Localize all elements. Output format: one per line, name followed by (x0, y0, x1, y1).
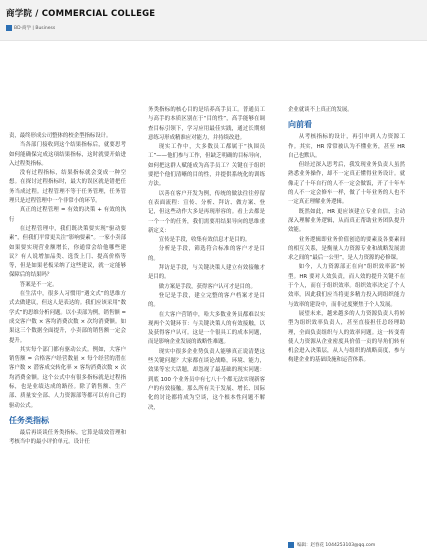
paragraph: 宣传是手段，收集有效信息才是目的。 (158, 237, 251, 244)
paragraph: 展望未来，越来越多的人力资源负责人将转型为组织效率负责人，甚至直接担任总经理助理，全面负责组织与人的效率问题。这一转变将使人力资源从企业密度具价值一贡的导角们转有机会进入决策层，从人与组织的战略高度，参与构建企业的基础设施和运营体系。 (288, 310, 405, 364)
paragraph: 企业就谈不上真正的发展。 (288, 107, 353, 113)
paragraph: 登记是手段，建立完整的客户档案才是目的。 (148, 292, 265, 309)
paragraph: 做方案是手段，获得客户认可才是目的。 (158, 283, 256, 290)
paragraph: 现实中很多企业势负责人能够真正说清楚这些关键问题？大家都在谈论战略，环境、能力，效果等宏大话题，却忽视了最基础的现实问题：到底 100 个业务员中有七八十个都无法实现新客户的有效接触。那么所有关于发展、增长、国际化的讨论都将成为空谈，这个根本性问题不解决， (148, 348, 265, 411)
article-column-2 (148, 106, 265, 413)
section-heading-task-metrics: 任务类指标 (9, 415, 49, 425)
paragraph: 在大客户营销中，哈大多数业务员都难以实现两个关键环节：与关键决策人的有效接触，以及获得客户认可。这是一个很具工的成本问题，而是影响企业发展的战略性难题。 (148, 311, 265, 346)
paragraph: 但经过深入思考后，我发现业务负责人虽然熟悉业务操作，却不一定真正懂得业务设计。就像走了十年自行的人不一定会做饭，开了十年车的人不一定会修车一样，做了十年业务的人也不一定真正理解业务逻辑。 (288, 162, 405, 206)
paragraph: 以善在客户开发为例，传统的做法往往停留在表面流程：宣传、分析、拜访、做方案、登记，但这些动作大多是再现形容的。看上去都是一个一个的任务，我们需要用结果导向的思维重新定义： (148, 190, 265, 234)
article-column-3 (288, 106, 405, 366)
section-label-bar (6, 25, 55, 31)
editor-footer (288, 542, 375, 548)
footer-square-icon (288, 542, 294, 548)
paragraph: 既然如此，HR 更应该建立专业自信，主动深入理解业务逻辑，从而真正帮助业务团队提升效能。 (288, 208, 405, 234)
paragraph: 从考核指标的设计，再引申到人力资源工作。其实，HR 常常被认为不懂业务，甚至 HR 自己也默认。 (288, 134, 405, 159)
paragraph: 在过程管理中，我们既决策要实现“驱动要素”，但我们平常更关注“影响要素”。一家小卖部如果要实现营业额增长，你通常会给他哪些建议？有人说增加品类、选货上门、提高价格等等，但是如果老板采纳了这些建议，就一定能够保障后的结果吗？ (9, 225, 126, 279)
paragraph: 当各部门接收到这个结果指标后，就要思考如何能确保完成这项结果指标，这时就要开始进入过程类指标。 (9, 142, 126, 167)
paragraph: 其实每个部门都有驱动公式。例如，大客户销售额 = 合格客户经营数量 × 每个经营的潜在客户数 × 潜客成交转化率 × 客均消费次数 × 次均消费金额。这个公式中有很多指标就是过程指标，也是业绩达成的路径。除了销售额、生产部、质量安全部、人力资源部等都可以有自己的驱动公式。 (9, 346, 126, 409)
editor-credit: 编辑：赵春花 1044253103@qq.com (297, 543, 376, 548)
paragraph: 最后再谈谈任务类指标。它算是绩效管理和考核当中的最小评价单元。设计任 (9, 429, 126, 446)
paragraph: 现实工作中，大多数员工都属于“执围员工”——他们参与工作，但缺乏明确的目标导向，如何把这群人赋能成为高手员工？关键在于组织要把个他们清晰的目的性，并提供系统化的训练方法。 (148, 144, 265, 188)
paragraph: 答案是不一定。 (19, 281, 58, 288)
section-heading-look-ahead: 向前看 (288, 120, 312, 130)
section-square-icon (6, 25, 12, 31)
section-label: BD·商学 | Business (14, 26, 56, 31)
paragraph: 真正的过程管理 = 有效的决策 + 有效的执行 (9, 207, 126, 223)
paragraph: 如今，人力资源部正在向“组织效率部”转型。HR 要对人效负责，而人效的提升关键不在于个人，而在于组织效率。组织效率决定了个人效率，因此我们应当将更多精力投入到组织能力与效率的建设中，而非过度聚焦于个人发展。 (288, 264, 405, 308)
masthead-title: 商学院 / COMMERCIAL COLLEGE (6, 9, 156, 19)
paragraph: 没有过程指标，结果指标就会变成一种空想。在探讨过程指标时，最大的误区就是错把任务当成过程。过程管理不等于任务管理，任务管理只是过程管理中一个非常小的环节。 (9, 170, 126, 205)
paragraph: 业务逻辑即业务价值创造的要素及各要素间的相互关系，是衡量人力资源专业和战略发展需求之间的“最后一公里”，是人力资源的必修课。 (288, 236, 405, 262)
paragraph: 分析是手段，筛选符合标准的客户才是目的。 (148, 246, 265, 262)
paragraph: 拜访是手段，与关键决策人建立有效接触才是目的。 (148, 265, 265, 281)
paragraph: 责，最终形成公司整体的校企型指标设计。 (9, 133, 112, 139)
paragraph: 务类指标的核心目的是培养高手员工。普通员工与高手的本质区别在于“目的性”，高手能够在调查目标引领下，学习应用最佳实践，通过长期刻意练习形成精准应对能力，并持续改进。 (148, 107, 265, 141)
paragraph: 在生活中，很多人习惯用“遇文式”的思维方式去做建议，但这人是表达的。我们应该采用“数学式”的思维分析问题。以小卖部为例，销售额 = 成交客户数 × 客均消费次数 × 次均消费额。如果这三个数据全面提升，小卖部的销售额一定会提升。 (9, 291, 126, 344)
page-header-band (0, 0, 427, 41)
article-column-1 (9, 132, 126, 448)
